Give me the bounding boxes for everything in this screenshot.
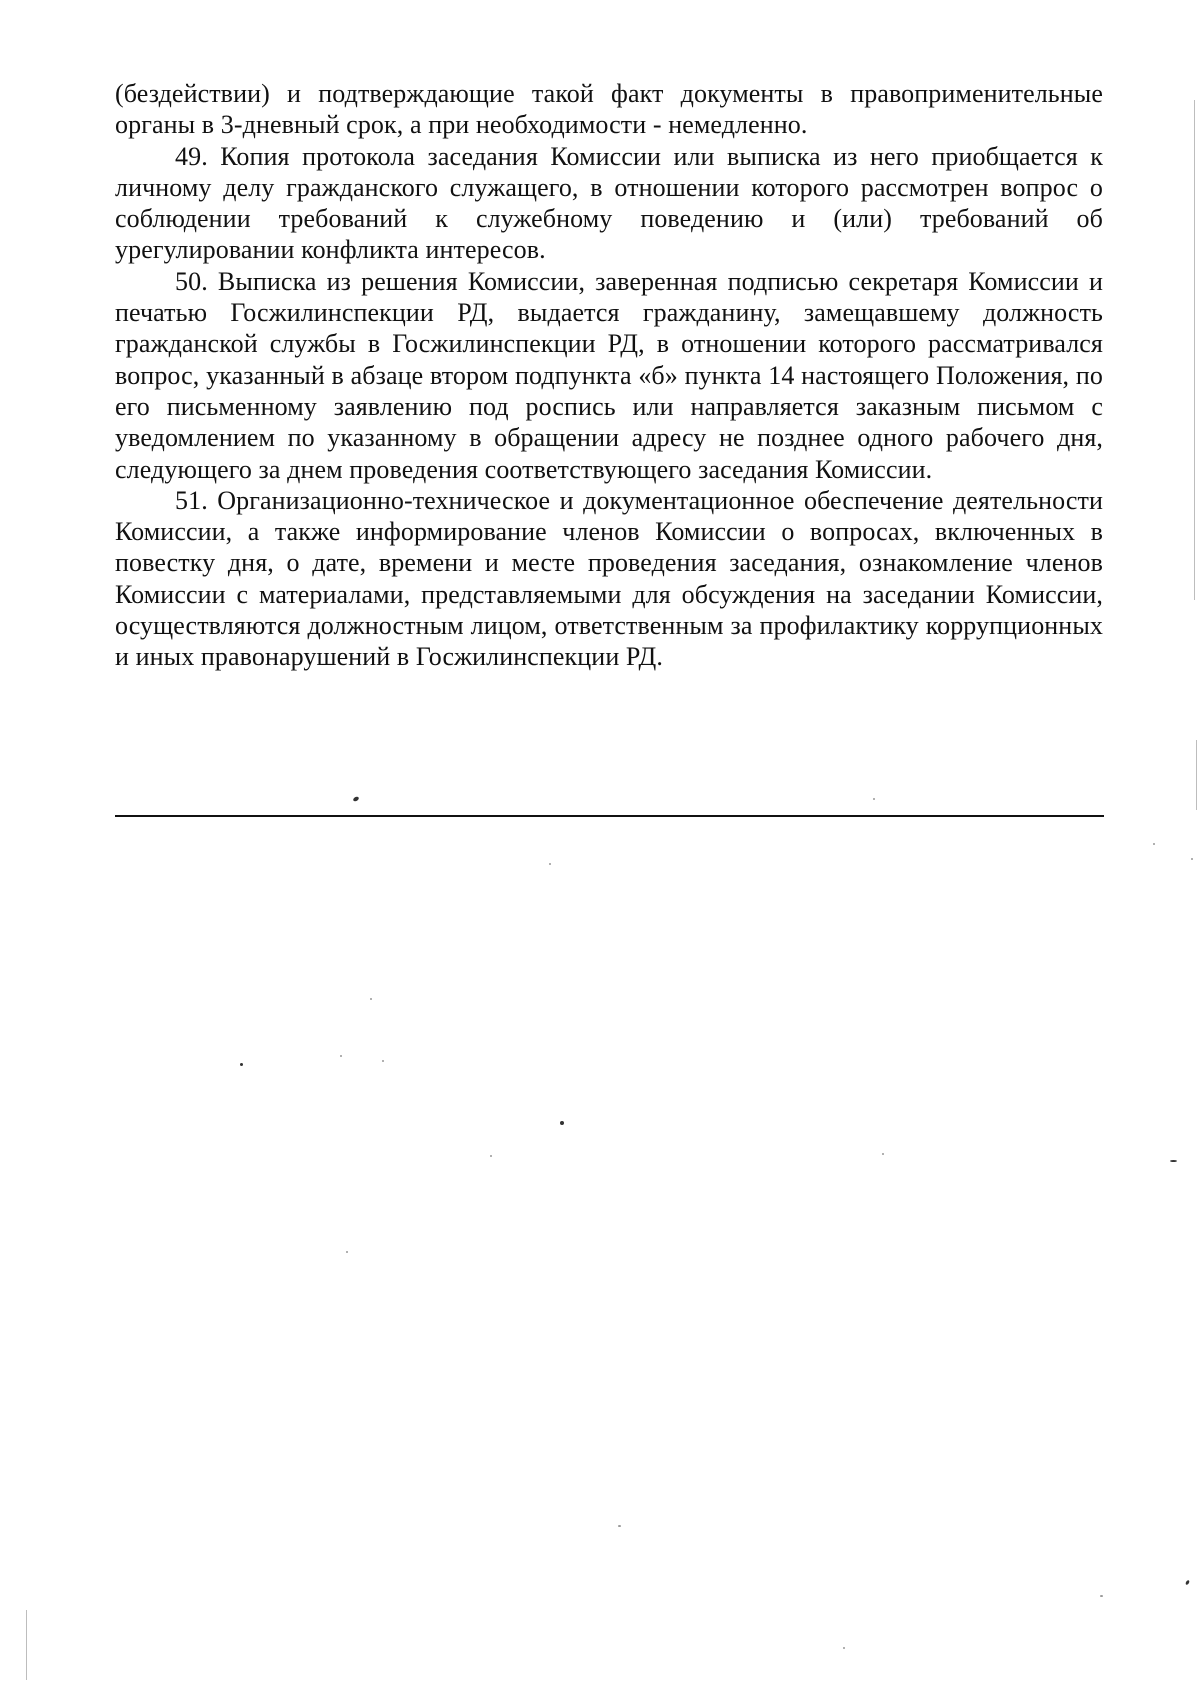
scan-speck (1185, 1580, 1190, 1586)
scan-speck (1170, 1160, 1177, 1162)
scan-edge-line (1196, 740, 1197, 810)
scan-speck (352, 796, 359, 802)
scan-speck (1153, 843, 1155, 845)
scan-speck (240, 1063, 243, 1066)
scan-speck (843, 1647, 845, 1649)
scan-speck (549, 863, 551, 865)
document-body (115, 78, 1103, 673)
scan-edge-line (26, 1610, 27, 1680)
scan-speck (340, 1055, 342, 1057)
scan-speck (873, 798, 875, 800)
scan-speck (1100, 1595, 1103, 1597)
paragraph-item-51: 51. Организационно-техническое и документационное обеспечение деятельности Комиссии, а также информирование членов Комиссии о вопросах, включенных в повестку дня, о дате, времени и месте проведения заседания, ознакомление членов Комиссии с материалами, представляемыми для обсуждения на заседании Комиссии, осуществляются должностным лицом, ответственным за профилактику коррупционных и иных правонарушений в Госжилинспекции РД. (115, 485, 1103, 672)
end-of-document-rule (115, 815, 1104, 817)
scan-edge-line (1194, 100, 1195, 600)
paragraph-item-49: 49. Копия протокола заседания Комиссии или выписка из него приобщается к личному делу гражданского служащего, в отношении которого рассмотрен вопрос о соблюдении требований к служебному поведению и (или) требований об урегулировании конфликта интересов. (115, 141, 1103, 265)
scan-speck (1191, 858, 1193, 860)
paragraph-item-50: 50. Выписка из решения Комиссии, заверенная подписью секретаря Комиссии и печатью Госжилинспекции РД, выдается гражданину, замещавшему должность гражданской службы в Госжилинспекции РД, в отношении которого рассматривался вопрос, указанный в абзаце втором подпункта «б» пункта 14 настоящего Положения, по его письменному заявлению под роспись или направляется заказным письмом с уведомлением по указанному в обращении адресу не позднее одного рабочего дня, следующего за днем проведения соответствующего заседания Комиссии. (115, 266, 1103, 484)
scan-speck (490, 1155, 492, 1157)
scan-speck (382, 1060, 384, 1062)
scan-speck (560, 1121, 564, 1125)
scan-speck (618, 1525, 621, 1527)
scan-speck (346, 1251, 348, 1253)
paragraph-continuation: (бездействии) и подтверждающие такой факт документы в правоприменительные органы в 3-дневный срок, а при необходимости - немедленно. (115, 79, 1103, 140)
scan-speck (882, 1153, 884, 1155)
scan-speck (370, 998, 372, 1000)
